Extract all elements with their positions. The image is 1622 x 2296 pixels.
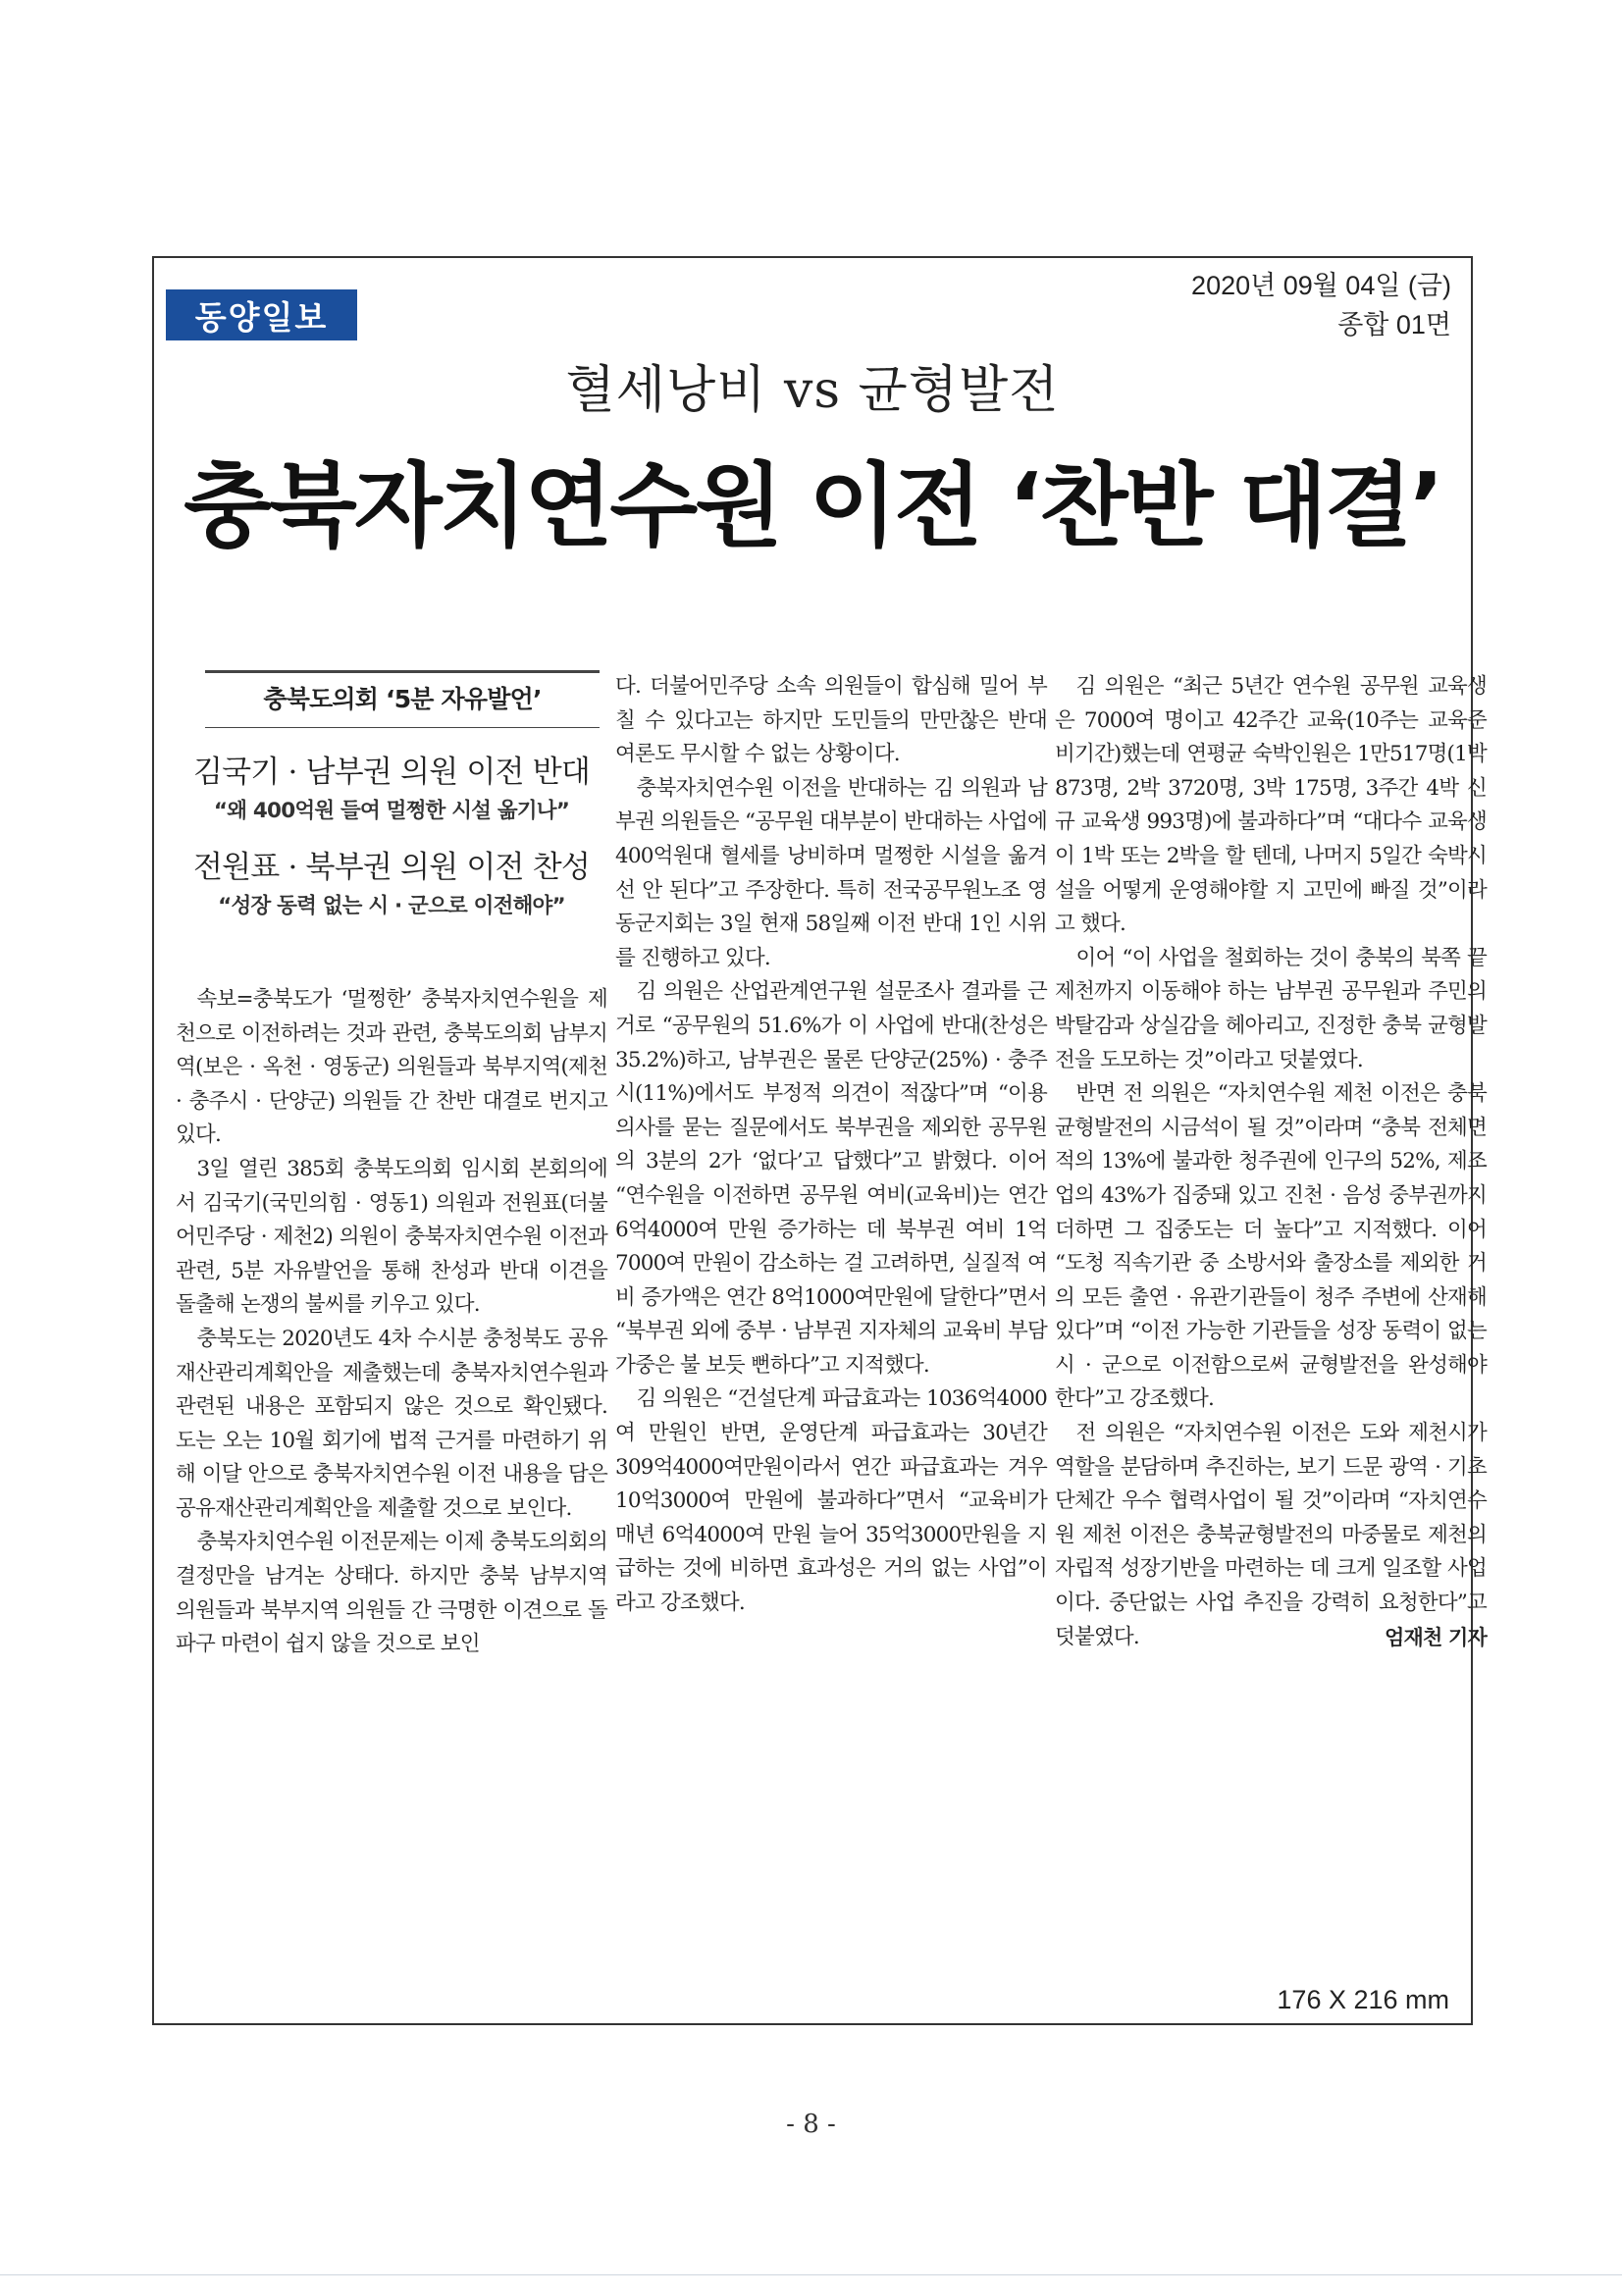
article-column-1 (176, 670, 607, 1662)
newspaper-logo: 동양일보 (166, 289, 357, 340)
publication-date: 2020년 09월 04일 (금) (1191, 271, 1451, 300)
article-paragraph: 김 의원은 “건설단계 파급효과는 1036억4000여 만원인 반면, 운영단계 파급효과는 30년간 309억4000여만원이라서 연간 파급효과는 겨우 10억3000여 만원에 불과하다”면서 “교육비가 매년 6억4000여 만원 늘어 35억3000만원을 지급하는 것에 비하면 효과성은 거의 없는 사업”이라고 강조했다. (615, 1386, 1047, 1616)
headline-subtitle: 혈세낭비 vs 균형발전 (565, 361, 1060, 420)
article-paragraph: 충북자치연수원 이전문제는 이제 충북도의회의 결정만을 남겨논 상태다. 하지만 충북 남부지역 의원들과 북부지역 의원들 간 극명한 이견으로 돌파구 마련이 쉽지 않을 것으로 보인 (176, 1530, 607, 1657)
sidebar-item2-quote: “성장 동력 없는 시 · 군으로 이전해야” (218, 894, 565, 919)
sidebar-kicker: 충북도의회 ‘5분 자유발언’ (205, 670, 600, 728)
headline-title: 충북자치연수원 이전 ‘찬반 대결’ (183, 453, 1441, 559)
date-info (1191, 266, 1451, 344)
article-column-3 (1055, 670, 1487, 1655)
news-clipping (152, 256, 1487, 2025)
bottom-rule (0, 2274, 1622, 2275)
byline: 엄재천 기자 (1385, 1626, 1487, 1650)
article-paragraph: 김 의원은 “최근 5년간 연수원 공무원 교육생은 7000여 명이고 42주간 교육(10주는 교육준비기간)했는데 연평균 숙박인원은 1만517명(1박 873명, 2박 3720명, 3박 175명, 3주간 4박 신규 교육생 993명)에 불과하다”며 “대다수 교육생이 1박 또는 2박을 할 텐데, 나머지 5일간 숙박시설을 어떻게 운영해야할 지 고민에 빠질 것”이라고 했다. (1055, 674, 1487, 937)
article-paragraph: 다. 더불어민주당 소속 의원들이 합심해 밀어 부칠 수 있다고는 하지만 도민들의 만만찮은 반대 여론도 무시할 수 없는 상황이다. (615, 674, 1047, 767)
page-number: - 8 - (786, 2110, 836, 2139)
article-paragraph: 3일 열린 385회 충북도의회 임시회 본회의에서 김국기(국민의힘 · 영동1) 의원과 전원표(더불어민주당 · 제천2) 의원이 충북자치연수원 이전과 관련, 5분 자유발언을 통해 찬성과 반대 이견을 돌출해 논쟁의 불씨를 키우고 있다. (176, 1156, 607, 1318)
article-paragraph: 김 의원은 산업관계연구원 설문조사 결과를 근거로 “공무원의 51.6%가 이 사업에 반대(찬성은 35.2%)하고, 남부권은 물론 단양군(25%) · 충주시(11%)에서도 부정적 의견이 적잖다”며 “이용 의사를 묻는 질문에서도 북부권을 제외한 공무원의 3분의 2가 ‘없다’고 답했다”고 밝혔다. 이어 “연수원을 이전하면 공무원 여비(교육비)는 연간 6억4000여 만원 증가하는 데 북부권 여비 1억7000여 만원이 감소하는 걸 고려하면, 실질적 여비 증가액은 연간 8억1000여만원에 달한다”면서 “북부권 외에 중부 · 남부권 지자체의 교육비 부담 가중은 불 보듯 뻔하다”고 지적했다. (615, 979, 1047, 1378)
article-paragraph: 충북자치연수원 이전을 반대하는 김 의원과 남부권 의원들은 “공무원 대부분이 반대하는 사업에 400억원대 혈세를 낭비하며 멀쩡한 시설을 옮겨선 안 된다”고 주장한다. 특히 전국공무원노조 영동군지회는 3일 현재 58일째 이전 반대 1인 시위를 진행하고 있다. (615, 775, 1047, 970)
sidebar-item2-title: 전원표 · 북부권 의원 이전 찬성 (192, 849, 591, 885)
article-paragraph: 충북도는 2020년도 4차 수시분 충청북도 공유재산관리계획안을 제출했는데 충북자치연수원과 관련된 내용은 포함되지 않은 것으로 확인됐다. 도는 오는 10월 회기에 법적 근거를 마련하기 위해 이달 안으로 충북자치연수원 이전 내용을 담은 공유재산관리계획안을 제출할 것으로 보인다. (176, 1326, 607, 1521)
sidebar-item1-quote: “왜 400억원 들여 멀쩡한 시설 옮기나” (213, 799, 570, 824)
article-paragraph: 반면 전 의원은 “자치연수원 제천 이전은 충북 균형발전의 시금석이 될 것”이라며 “충북 전체면적의 13%에 불과한 청주권에 인구의 52%, 제조업의 43%가 집중돼 있고 진천 · 음성 중부권까지 더하면 그 집중도는 더 높다”고 지적했다. 이어 “도청 직속기관 중 소방서와 출장소를 제외한 거의 모든 출연 · 유관기관들이 청주 주변에 산재해 있다”며 “이전 가능한 기관들을 성장 동력이 없는 시 · 군으로 이전함으로써 균형발전을 완성해야 한다”고 강조했다. (1055, 1081, 1487, 1412)
article-paragraph: 속보=충북도가 ‘멀쩡한’ 충북자치연수원을 제천으로 이전하려는 것과 관련, 충북도의회 남부지역(보은 · 옥천 · 영동군) 의원들과 북부지역(제천 · 충주시 · 단양군) 의원들 간 찬반 대결로 번지고 있다. (176, 986, 607, 1148)
article-paragraph: 이어 “이 사업을 철회하는 것이 충북의 북쪽 끝 제천까지 이동해야 하는 남부권 공무원과 주민의 박탈감과 상실감을 헤아리고, 진정한 충북 균형발전을 도모하는 것”이라고 덧붙였다. (1055, 945, 1487, 1072)
sidebar-item1-title: 김국기 · 남부권 의원 이전 반대 (192, 754, 591, 790)
article-paragraph: 전 의원은 “자치연수원 이전은 도와 제천시가 역할을 분담하며 추진하는, 보기 드문 광역 · 기초단체간 우수 협력사업이 될 것”이라며 “자치연수원 제천 이전은 충북균형발전의 마중물로 제천의 자립적 성장기반을 마련하는 데 크게 일조할 사업이다. 중단없는 사업 추진을 강력히 요청한다”고 덧붙였다. (1055, 1421, 1487, 1649)
article-column-2 (615, 670, 1047, 1621)
clip-size: 176 X 216 mm (1277, 1985, 1449, 2014)
page-section: 종합 01면 (1337, 310, 1451, 339)
